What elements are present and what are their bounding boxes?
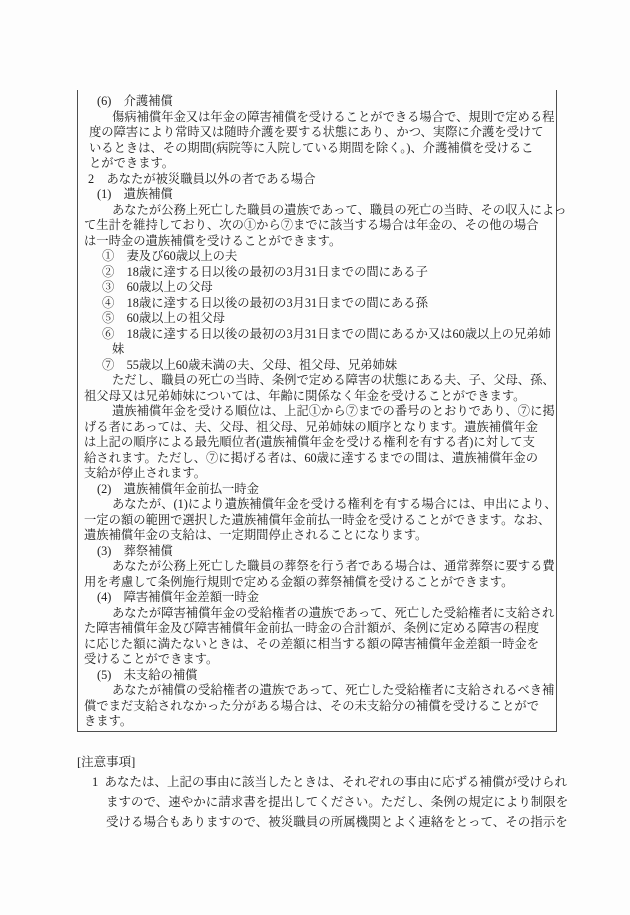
rule-text-line: た障害補償年金及び障害補償年金前払一時金の合計額が、条例に定める障害の程度 bbox=[84, 621, 539, 635]
rule-text-line: 2 あなたが被災職員以外の者である場合 bbox=[88, 171, 316, 186]
rule-text-line: 給されます。ただし、⑦に掲げる者は、60歳に達するまでの間は、遺族補償年金の bbox=[84, 450, 539, 465]
rule-text-line: ⑦ 55歳以上60歳未満の夫、父母、祖父母、兄弟姉妹 bbox=[102, 357, 398, 372]
rule-text-line: 度の障害により常時又は随時介護を要する状態にあり、かつ、実際に介護を受けて bbox=[89, 125, 544, 139]
rule-text-line: (4) 障害補償年金差額一時金 bbox=[97, 590, 259, 604]
rule-text-line: (6) 介護補償 bbox=[97, 94, 173, 108]
rule-text-line: は一時金の遺族補償を受けることができます。 bbox=[84, 233, 342, 248]
rule-text-line: 妹 bbox=[112, 342, 125, 356]
note-text-line: 1 あなたは、上記の事由に該当したときは、それぞれの事由に応ずる補償が受けられ bbox=[92, 775, 568, 789]
rule-text-line: あなたが公務上死亡した職員の葬祭を行う者である場合は、通常葬祭に要する費 bbox=[112, 559, 555, 573]
rule-text-line: ⑤ 60歳以上の祖父母 bbox=[102, 311, 225, 325]
compensation-rules-box bbox=[77, 90, 567, 732]
rule-text-line: は上記の順序による最先順位者(遺族補償年金を受ける権利を有する者)に対して支 bbox=[84, 435, 535, 449]
rule-text-line: 支給が停止されます。 bbox=[84, 466, 206, 480]
rule-text-line: 遺族補償年金を受ける順位は、上記①から⑦までの番号のとおりであり、⑦に掲 bbox=[112, 404, 555, 418]
rule-text-line: て生計を維持しており、次の①から⑦までに該当する場合は年金の、その他の場合 bbox=[84, 218, 539, 232]
notes-section bbox=[77, 752, 577, 832]
rule-text-line: とができます。 bbox=[89, 156, 175, 170]
note-text-line: 受ける場合もありますので、被災職員の所属機関とよく連絡をとって、その指示を bbox=[106, 815, 568, 829]
rule-text-line: 祖父母又は兄弟姉妹については、年齢に関係なく年金を受けることができます。 bbox=[84, 388, 526, 403]
rule-text-line: あなたが補償の受給権者の遺族であって、死亡した受給権者に支給されるべき補 bbox=[112, 683, 555, 697]
rule-text-line: ④ 18歳に達する日以後の最初の3月31日までの間にある孫 bbox=[102, 295, 428, 310]
rule-text-line: ⑥ 18歳に達する日以後の最初の3月31日までの間にあるか又は60歳以上の兄弟姉 bbox=[102, 326, 551, 341]
notes-heading: [注意事項] bbox=[77, 755, 136, 769]
rule-text-line: (2) 遺族補償年金前払一時金 bbox=[97, 481, 259, 496]
rule-text-line: 用を考慮して条例施行規則で定める金額の葬祭補償を受けることができます。 bbox=[84, 574, 514, 589]
rule-text-line: (1) 遺族補償 bbox=[97, 187, 173, 201]
rule-text-line: あなたが公務上死亡した職員の遺族であって、職員の死亡の当時、その収入によっ bbox=[112, 202, 567, 217]
rule-text-line: いるときは、その期間(病院等に入院している期間を除く。)、介護補償を受けるこ bbox=[89, 140, 534, 155]
rule-text-line: 受けることができます。 bbox=[84, 652, 219, 666]
note-text-line: ますので、速やかに請求書を提出してください。ただし、条例の規定により制限を bbox=[106, 795, 569, 809]
rule-text-line: ③ 60歳以上の父母 bbox=[102, 280, 213, 294]
rule-text-line: あなたが、(1)により遺族補償年金を受ける権利を有する場合には、申出により、 bbox=[112, 497, 557, 511]
rule-text-line: きます。 bbox=[84, 714, 133, 728]
rule-text-line: 一定の額の範囲で選択した遺族補償年金前払一時金を受けることができます。なお、 bbox=[84, 512, 551, 527]
rule-text-line: ② 18歳に達する日以後の最初の3月31日までの間にある子 bbox=[102, 264, 428, 279]
rule-text-line: げる者にあっては、夫、父母、祖父母、兄弟姉妹の順序となります。遺族補償年金 bbox=[84, 419, 538, 434]
rule-text-line: 償でまだ支給されなかった分がある場合は、その未支給分の補償を受けることがで bbox=[84, 698, 539, 713]
rule-text-line: あなたが障害補償年金の受給権者の遺族であって、死亡した受給権者に支給され bbox=[112, 605, 555, 620]
rule-text-line: 遺族補償年金の支給は、一定期間停止されることになります。 bbox=[84, 528, 428, 542]
rule-text-line: (3) 葬祭補償 bbox=[97, 543, 173, 558]
rule-text-line: ただし、職員の死亡の当時、条例で定める障害の状態にある夫、子、父母、孫、 bbox=[112, 373, 555, 387]
notes-lines bbox=[77, 772, 577, 832]
rule-text-line: (5) 未支給の補償 bbox=[97, 667, 198, 682]
rule-text-line: ① 妻及び60歳以上の夫 bbox=[102, 249, 238, 263]
rule-text-line: に応じた額に満たないときは、その差額に相当する額の障害補償年金差額一時金を bbox=[84, 636, 539, 651]
rule-text-line: 傷病補償年金又は年金の障害補償を受けることができる場合で、規則で定める程 bbox=[112, 109, 555, 124]
